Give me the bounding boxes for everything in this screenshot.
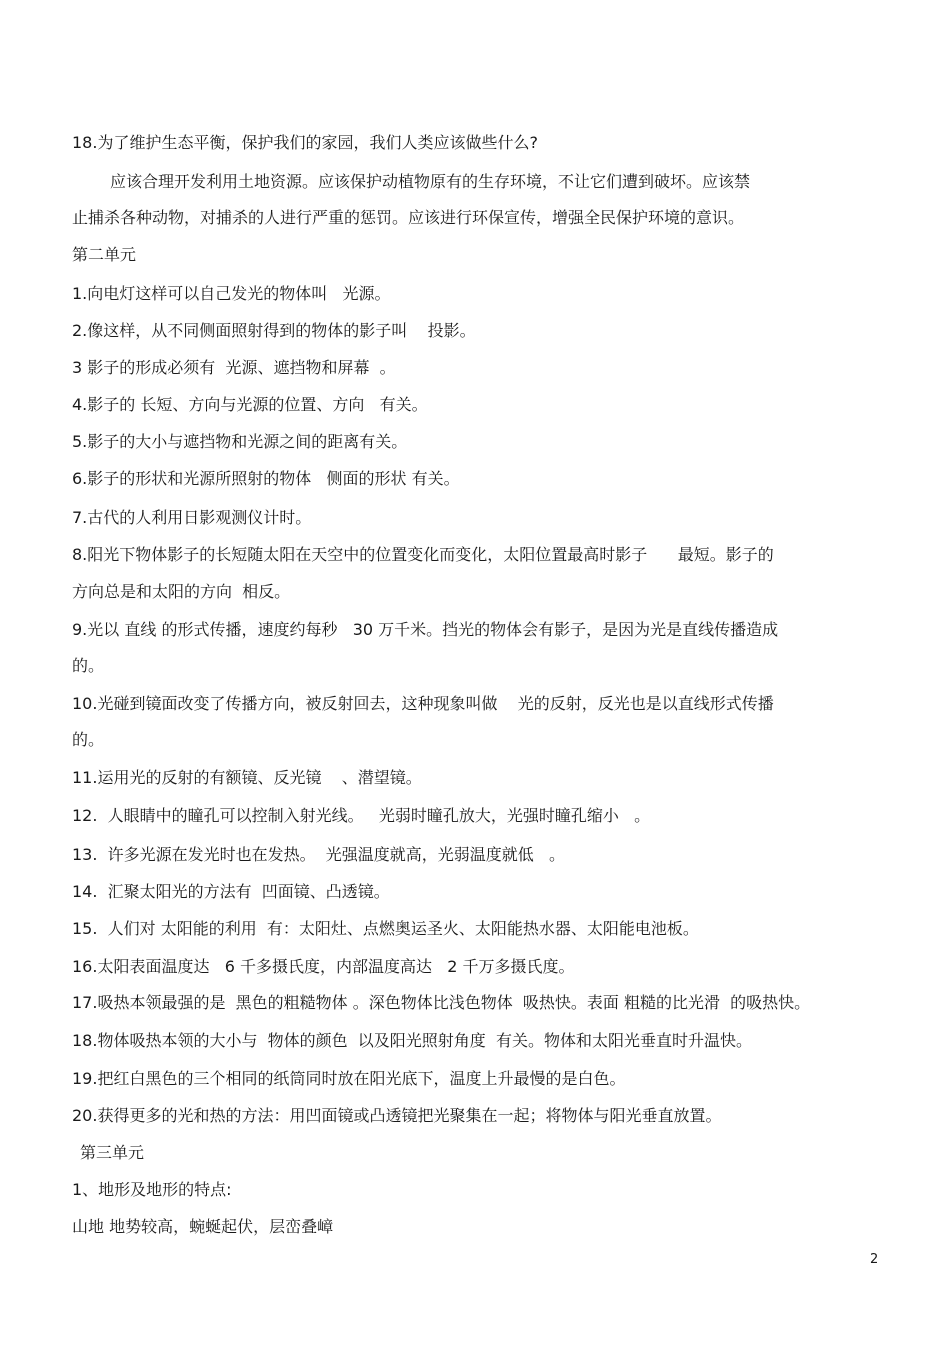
- text-line: 1.向电灯这样可以自己发光的物体叫 光源。: [72, 284, 391, 303]
- text-line: 17.吸热本领最强的是 黑色的粗糙物体 。深色物体比浅色物体 吸热快。表面 粗糙的比光滑 的吸热快。: [72, 993, 811, 1012]
- text-line: 止捕杀各种动物，对捕杀的人进行严重的惩罚。应该进行环保宣传，增强全民保护环境的意识。: [72, 208, 745, 227]
- text-line: 6.影子的形状和光源所照射的物体 侧面的形状 有关。: [72, 469, 460, 488]
- text-line: 13. 许多光源在发光时也在发热。 光强温度就高，光弱温度就低 。: [72, 845, 566, 864]
- text-line: 18.物体吸热本领的大小与 物体的颜色 以及阳光照射角度 有关。物体和太阳光垂直时升温快。: [72, 1031, 752, 1050]
- text-line: 2.像这样，从不同侧面照射得到的物体的影子叫 投影。: [72, 321, 476, 340]
- text-line: 应该合理开发利用土地资源。应该保护动植物原有的生存环境，不让它们遭到破坏。应该禁: [110, 172, 751, 191]
- text-line: 9.光以 直线 的形式传播，速度约每秒 30 万千米。挡光的物体会有影子，是因为光是直线传播造成: [72, 620, 779, 639]
- text-line: 11.运用光的反射的有额镜、反光镜 、潜望镜。: [72, 768, 422, 787]
- text-line: 方向总是和太阳的方向 相反。: [72, 582, 291, 601]
- section-heading: 第二单元: [72, 245, 137, 264]
- text-line: 10.光碰到镜面改变了传播方向，被反射回去，这种现象叫做 光的反射，反光也是以直线形式传播: [72, 694, 774, 713]
- text-line: 7.古代的人利用日影观测仪计时。: [72, 508, 312, 527]
- text-line: 山地 地势较高，蜿蜒起伏，层峦叠嶂: [72, 1217, 334, 1236]
- text-line: 18.为了维护生态平衡，保护我们的家园，我们人类应该做些什么?: [72, 133, 538, 152]
- text-line: 的。: [72, 656, 105, 675]
- text-line: 20.获得更多的光和热的方法：用凹面镜或凸透镜把光聚集在一起；将物体与阳光垂直放置。: [72, 1106, 722, 1125]
- text-line: 14. 汇聚太阳光的方法有 凹面镜、凸透镜。: [72, 882, 390, 901]
- text-line: 19.把红白黑色的三个相同的纸筒同时放在阳光底下，温度上升最慢的是白色。: [72, 1069, 626, 1088]
- section-heading: 第三单元: [80, 1143, 145, 1162]
- text-line: 的。: [72, 730, 105, 749]
- text-line: 4.影子的 长短、方向与光源的位置、方向 有关。: [72, 395, 428, 414]
- text-line: 5.影子的大小与遮挡物和光源之间的距离有关。: [72, 432, 408, 451]
- text-line: 16.太阳表面温度达 6 千多摄氏度，内部温度高达 2 千万多摄氏度。: [72, 957, 575, 976]
- text-line: 3 影子的形成必须有 光源、遮挡物和屏幕 。: [72, 358, 396, 377]
- text-line: 12. 人眼睛中的瞳孔可以控制入射光线。 光弱时瞳孔放大，光强时瞳孔缩小 。: [72, 806, 651, 825]
- text-line: 15. 人们对 太阳能的利用 有：太阳灶、点燃奥运圣火、太阳能热水器、太阳能电池板。: [72, 919, 699, 938]
- text-line: 1、地形及地形的特点:: [72, 1180, 232, 1199]
- text-line: 8.阳光下物体影子的长短随太阳在天空中的位置变化而变化，太阳位置最高时影子 最短。影子的: [72, 545, 774, 564]
- page-number: 2: [870, 1252, 879, 1267]
